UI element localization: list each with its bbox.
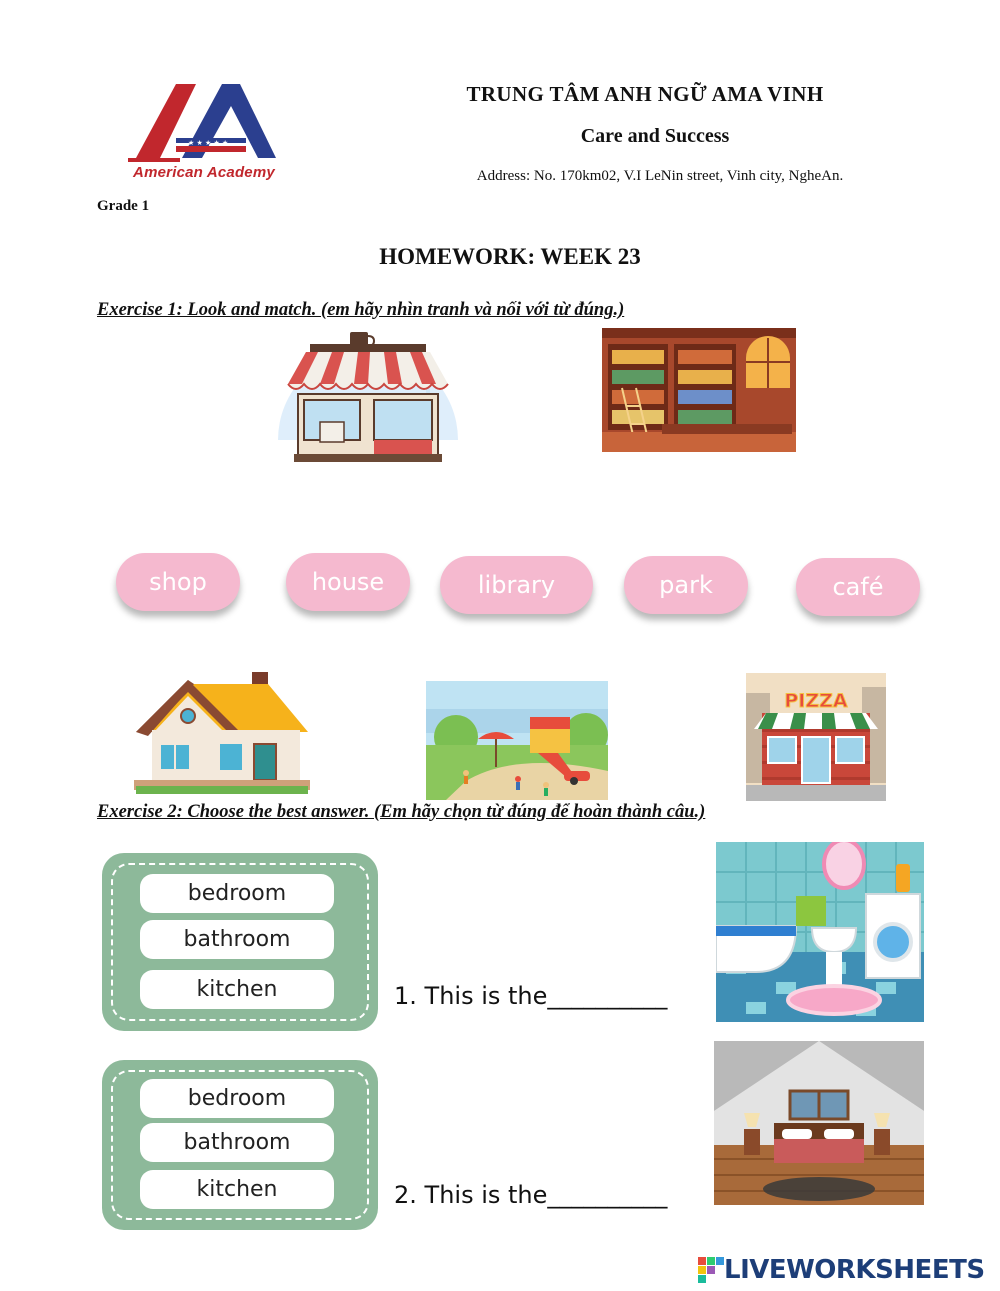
park-picture[interactable]	[426, 681, 608, 800]
org-title: TRUNG TÂM ANH NGỮ AMA VINH	[466, 82, 824, 106]
pizza-sign-text: PIZZA	[784, 690, 848, 712]
sentence-1: 1. This is the__________	[394, 982, 668, 1010]
word-pill-park[interactable]: park	[624, 556, 748, 614]
logo-text: American Academy	[133, 164, 275, 181]
option-kitchen[interactable]: kitchen	[140, 970, 334, 1009]
brand-text: LIVEWORKSHEETS	[724, 1255, 985, 1285]
cafe-picture[interactable]	[276, 328, 460, 466]
option-bedroom[interactable]: bedroom	[140, 874, 334, 913]
svg-text:★ ★ ★ ★ ★: ★ ★ ★ ★ ★	[188, 139, 229, 147]
pizza-shop-picture[interactable]	[746, 673, 886, 801]
option-bathroom[interactable]: bathroom	[140, 1123, 334, 1162]
word-box-1	[102, 853, 378, 1031]
sentence-2: 2. This is the__________	[394, 1181, 668, 1209]
option-bathroom[interactable]: bathroom	[140, 920, 334, 959]
option-kitchen[interactable]: kitchen	[140, 1170, 334, 1209]
word-pill-house[interactable]: house	[286, 553, 410, 611]
homework-title: HOMEWORK: WEEK 23	[379, 244, 641, 269]
house-picture[interactable]	[134, 670, 310, 794]
grade-label: Grade 1	[97, 198, 150, 214]
word-pill-shop[interactable]: shop	[116, 553, 240, 611]
liveworksheets-brand	[698, 1252, 985, 1288]
bathroom-picture[interactable]	[716, 842, 924, 1022]
bedroom-picture[interactable]	[714, 1041, 924, 1205]
org-address: Address: No. 170km02, V.I LeNin street, Vinh city, NgheAn.	[476, 168, 844, 184]
word-pill-library[interactable]: library	[440, 556, 593, 614]
option-bedroom[interactable]: bedroom	[140, 1079, 334, 1118]
org-motto: Care and Success	[580, 125, 730, 147]
library-picture[interactable]	[602, 328, 796, 452]
exercise1-heading: Exercise 1: Look and match. (em hãy nhìn tranh và nối với từ đúng.)	[97, 300, 625, 320]
liveworksheets-logo-icon	[698, 1257, 724, 1283]
word-pill-cafe[interactable]: café	[796, 558, 920, 616]
word-box-2	[102, 1060, 378, 1230]
exercise2-heading: Exercise 2: Choose the best answer. (Em hãy chọn từ đúng để hoàn thành câu.)	[97, 802, 706, 822]
